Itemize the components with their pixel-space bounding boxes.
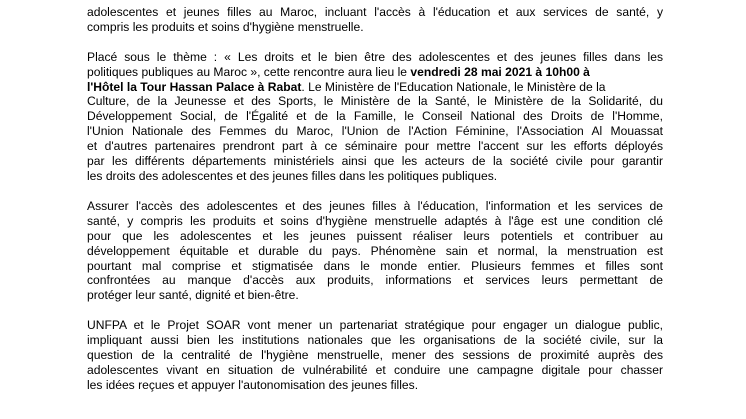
text-line: les idées reçues et appuyer l'autonomisation des jeunes filles. [87,377,419,392]
event-venue: l'Hôtel la Tour Hassan Palace à Rabat [87,79,302,94]
document-body [87,0,663,408]
text-line: santé, y compris les produits et soins d'hygiène menstruelle adaptés à l'âge est une condition clé [87,213,663,228]
text-line: les droits des adolescentes et des jeunes filles dans les politiques publiques. [87,168,498,183]
paragraph-intro [87,0,663,35]
text-line: protéger leur santé, dignité et bien-être. [87,288,299,303]
text-line: Assurer l'accès des adolescentes et des jeunes filles à l'éducation, l'information et les services de [87,198,663,213]
event-date: vendredi 28 mai 2021 à 10h00 à [410,64,590,79]
text-line: par les différents départements ministériels ainsi que les acteurs de la société civile pour garantir [87,154,663,169]
text-line: Placé sous le thème : « Les droits et le bien être des adolescentes et des jeunes filles dans les [87,49,663,64]
text-line: pour que les adolescentes et les jeunes puissent réaliser leurs potentiels et contribuer au [87,228,663,243]
text-line: développement équitable et durable du pays. Phénomène sain et normal, la menstruation est [87,243,663,258]
text-line: question de la centralité de l'hygiène menstruelle, mener des sessions de proximité auprès des [87,348,663,363]
text-line: adolescentes vivant en situation de vulnérabilité et conduire une campagne digitale pour chasser [87,362,663,377]
text-line [87,65,663,80]
text-line: Culture, de la Jeunesse et des Sports, le Ministère de la Santé, le Ministère de la Solidarité, du [87,94,663,109]
text-span: . Le Ministère de l'Education Nationale, le Ministère de la [301,79,606,94]
text-line: l'Union Nationale des Femmes du Maroc, l'Union de l'Action Féminine, l'Association Al Mouassat [87,124,663,139]
text-line: UNFPA et le Projet SOAR vont mener un partenariat stratégique pour engager un dialogue public, [87,318,663,333]
text-line: Développement Social, de l'Égalité et de la Famille, le Conseil National des Droits de l'Homme, [87,109,663,124]
text-line [87,80,663,95]
text-line: et d'autres partenaires prendront part à ce séminaire pour mettre l'accent sur les efforts déployés [87,139,663,154]
paragraph-partnership [87,318,663,393]
text-line: confrontées au manque d'accès aux produits, informations et services leurs permettant de [87,273,663,288]
text-line: adolescentes et jeunes filles au Maroc, incluant l'accès à l'éducation et aux services de santé, y [87,4,663,19]
paragraph-access [87,199,663,303]
text-span: politiques publiques au Maroc », cette rencontre aura lieu le [87,64,411,79]
paragraph-event [87,50,663,184]
text-line: compris les produits et soins d'hygiène menstruelle. [87,19,364,34]
text-line: impliquant aussi bien les institutions nationales que les organisations de la société civile, sur la [87,333,663,348]
text-line: pourtant mal comprise et stigmatisée dans le monde entier. Plusieurs femmes et filles sont [87,258,663,273]
